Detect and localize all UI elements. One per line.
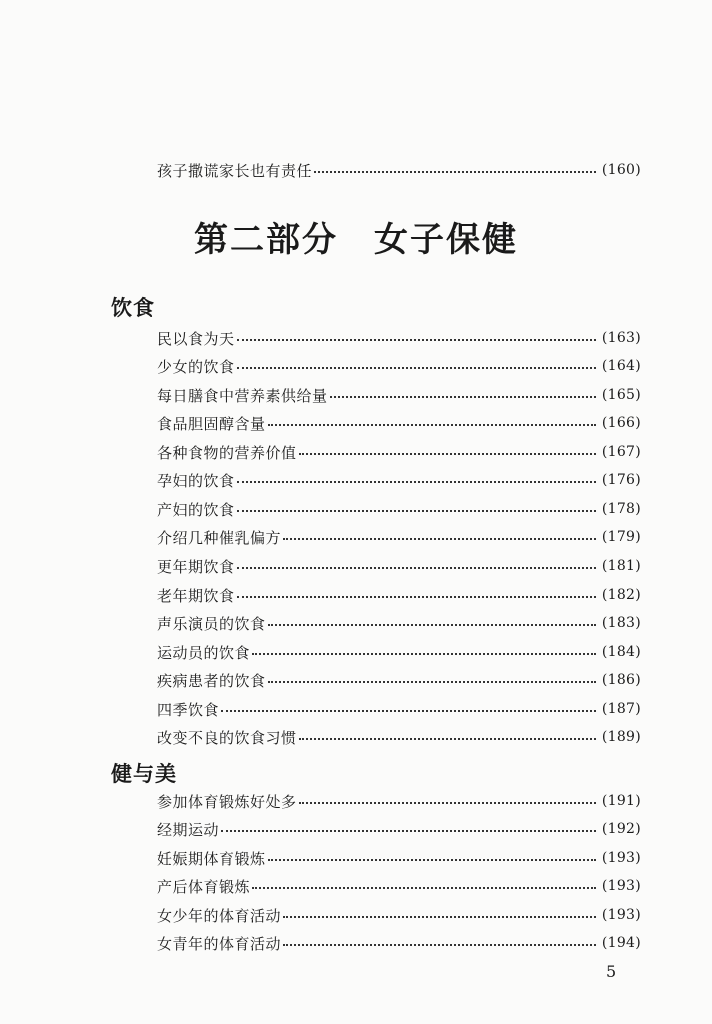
toc-entry-page: (163) <box>601 330 641 346</box>
toc-entry <box>157 668 641 692</box>
toc-entry-title: 介绍几种催乳偏方 <box>157 528 282 547</box>
toc-entry <box>157 611 641 635</box>
toc-entry <box>157 525 641 549</box>
toc-entry <box>157 554 641 578</box>
toc-entry-page: (187) <box>601 701 641 717</box>
toc-entry-page: (160) <box>601 162 641 178</box>
toc-entry-page: (189) <box>601 729 641 745</box>
toc-entry-title: 疾病患者的饮食 <box>157 671 266 690</box>
toc-entry-page: (193) <box>601 850 641 866</box>
toc-entry-title: 各种食物的营养价值 <box>157 443 297 462</box>
toc-entry-title: 声乐演员的饮食 <box>157 614 266 633</box>
dot-leader <box>299 453 596 455</box>
dot-leader <box>252 653 596 655</box>
toc-entry-page: (167) <box>601 444 641 460</box>
toc-entry-title: 女少年的体育活动 <box>157 906 282 925</box>
toc-entry-title: 参加体育锻炼好处多 <box>157 792 297 811</box>
toc-entry-page: (186) <box>601 672 641 688</box>
dot-leader <box>237 367 596 369</box>
toc-entry-page: (182) <box>601 587 641 603</box>
dot-leader <box>221 830 596 832</box>
toc-entry <box>157 640 641 664</box>
dot-leader <box>237 596 596 598</box>
toc-entry-title: 四季饮食 <box>157 700 220 719</box>
toc-entry-page: (176) <box>601 472 641 488</box>
toc-entry-page: (193) <box>601 878 641 894</box>
toc-entry <box>157 583 641 607</box>
toc-entry-page: (192) <box>601 821 641 837</box>
dot-leader <box>221 710 596 712</box>
dot-leader <box>268 424 596 426</box>
toc-entry <box>157 931 641 955</box>
dot-leader <box>237 567 596 569</box>
toc-entry-page: (184) <box>601 644 641 660</box>
dot-leader <box>330 396 596 398</box>
toc-entry-title: 运动员的饮食 <box>157 643 251 662</box>
dot-leader <box>268 681 596 683</box>
toc-entry-title: 孩子撒谎家长也有责任 <box>157 161 313 180</box>
toc-entry <box>157 817 641 841</box>
toc-entry <box>157 497 641 521</box>
toc-entry-title: 妊娠期体育锻炼 <box>157 849 266 868</box>
dot-leader <box>268 859 596 861</box>
toc-entry-page: (181) <box>601 558 641 574</box>
toc-entry <box>157 846 641 870</box>
dot-leader <box>283 538 596 540</box>
toc-entry <box>157 158 641 182</box>
toc-entry <box>157 326 641 350</box>
toc-entry <box>157 383 641 407</box>
toc-entry-title: 老年期饮食 <box>157 586 235 605</box>
toc-entry-page: (166) <box>601 415 641 431</box>
toc-entry-title: 每日膳食中营养素供给量 <box>157 386 328 405</box>
toc-entry-title: 民以食为天 <box>157 329 235 348</box>
toc-entry-page: (193) <box>601 907 641 923</box>
dot-leader <box>299 738 596 740</box>
dot-leader <box>283 944 596 946</box>
toc-entry <box>157 725 641 749</box>
toc-entry-title: 产妇的饮食 <box>157 500 235 519</box>
toc-entry <box>157 874 641 898</box>
toc-entry-title: 改变不良的饮食习惯 <box>157 728 297 747</box>
dot-leader <box>237 481 596 483</box>
toc-entry <box>157 354 641 378</box>
toc-entry <box>157 440 641 464</box>
toc-entry-page: (165) <box>601 387 641 403</box>
toc-entry-page: (194) <box>601 935 641 951</box>
toc-entry <box>157 789 641 813</box>
toc-entry-page: (183) <box>601 615 641 631</box>
section-heading: 饮食 <box>111 296 155 320</box>
toc-entry <box>157 411 641 435</box>
dot-leader <box>237 510 596 512</box>
toc-entry-title: 少女的饮食 <box>157 357 235 376</box>
toc-entry <box>157 903 641 927</box>
dot-leader <box>252 887 596 889</box>
toc-entry-title: 经期运动 <box>157 820 220 839</box>
dot-leader <box>299 802 596 804</box>
toc-entry-page: (164) <box>601 358 641 374</box>
toc-entry-page: (178) <box>601 501 641 517</box>
toc-entry-title: 更年期饮食 <box>157 557 235 576</box>
toc-entry-title: 孕妇的饮食 <box>157 471 235 490</box>
dot-leader <box>283 916 596 918</box>
dot-leader <box>237 339 596 341</box>
page-number: 5 <box>606 962 617 981</box>
section-heading: 健与美 <box>111 762 177 786</box>
dot-leader <box>314 171 596 173</box>
toc-entry <box>157 697 641 721</box>
toc-entry-page: (191) <box>601 793 641 809</box>
part-title: 第二部分 女子保健 <box>194 220 518 260</box>
toc-entry-title: 女青年的体育活动 <box>157 934 282 953</box>
toc-entry <box>157 468 641 492</box>
toc-entry-title: 产后体育锻炼 <box>157 877 251 896</box>
dot-leader <box>268 624 596 626</box>
toc-entry-title: 食品胆固醇含量 <box>157 414 266 433</box>
toc-entry-page: (179) <box>601 529 641 545</box>
